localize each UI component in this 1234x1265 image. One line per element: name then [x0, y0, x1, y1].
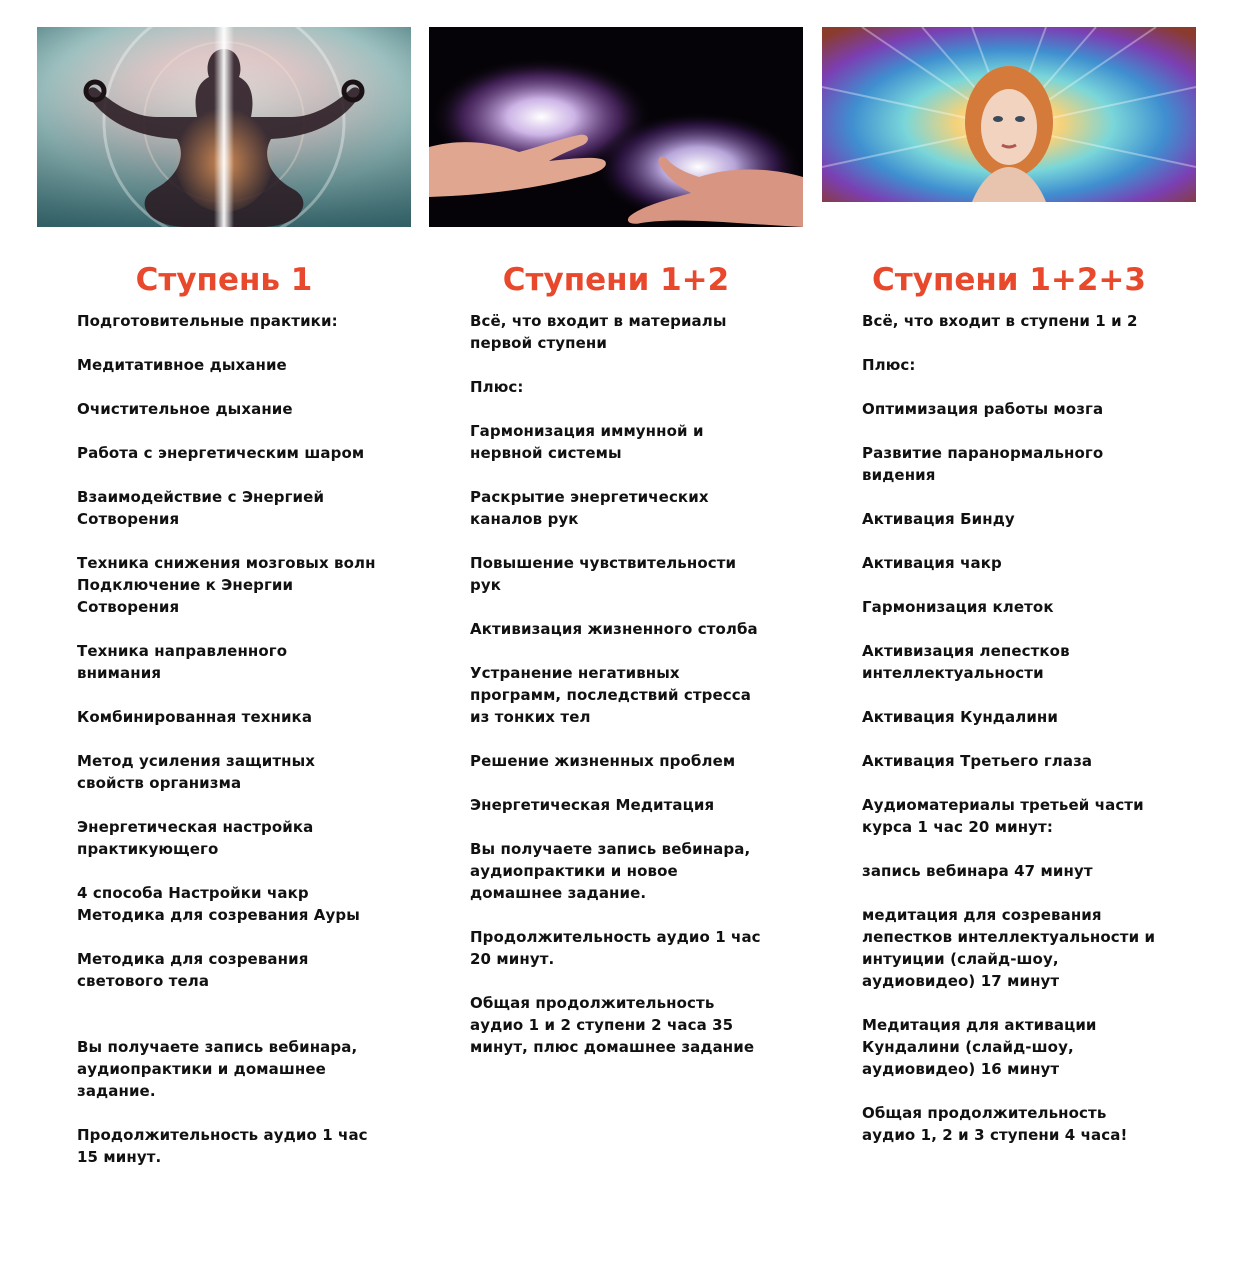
column-1-title: Ступень 1 [135, 262, 313, 298]
list-item: Общая продолжительность аудио 1 и 2 ступени 2 часа 35 минут, плюс домашнее задание [470, 994, 755, 1056]
list-item: Всё, что входит в материалы первой ступени [470, 312, 727, 352]
woman-aura-image [822, 27, 1196, 202]
list-item: Техника направленного внимания [77, 642, 288, 682]
column-3-title: Ступени 1+2+3 [872, 262, 1146, 298]
list-item: Решение жизненных проблем [470, 752, 736, 770]
list-item: Гармонизация клеток [862, 598, 1054, 616]
list-item: Энергетическая Медитация [470, 796, 715, 814]
list-item: Повышение чувствительности рук [470, 554, 737, 594]
list-item: Подготовительные практики: [77, 312, 338, 330]
list-item: Активация чакр [862, 554, 1002, 572]
list-item: Продолжительность аудио 1 час 20 минут. [470, 928, 761, 968]
column-1-list [77, 310, 389, 1190]
list-item: Очистительное дыхание [77, 400, 293, 418]
list-item: Медитативное дыхание [77, 356, 287, 374]
list-item: 4 способа Настройки чакр Методика для созревания Ауры [77, 884, 360, 924]
list-item: Активация Кундалини [862, 708, 1058, 726]
meditation-silhouette-image [37, 27, 411, 227]
list-item: Комбинированная техника [77, 708, 313, 726]
list-item: Устранение негативных программ, последствий стресса из тонких тел [470, 664, 752, 726]
glowing-hands-image [429, 27, 803, 227]
list-item: Аудиоматериалы третьей части курса 1 час 20 минут: [862, 796, 1144, 836]
column-2-title: Ступени 1+2 [502, 262, 730, 298]
list-item: медитация для созревания лепестков интеллектуальности и интуиции (слайд-шоу, аудиовидео) 17 минут [862, 906, 1156, 990]
list-item: Раскрытие энергетических каналов рук [470, 488, 709, 528]
list-item: Техника снижения мозговых волн Подключение к Энергии Сотворения [77, 554, 376, 616]
list-item: Активизация лепестков интеллектуальности [862, 642, 1070, 682]
list-item: Плюс: [470, 378, 524, 396]
list-item: Вы получаете запись вебинара, аудиопрактики и новое домашнее задание. [470, 840, 751, 902]
list-item: Методика для созревания светового тела [77, 950, 309, 990]
list-item: Всё, что входит в ступени 1 и 2 [862, 312, 1138, 330]
list-item: Взаимодействие с Энергией Сотворения [77, 488, 325, 528]
list-item: Метод усиления защитных свойств организма [77, 752, 316, 792]
column-2-list [470, 310, 770, 1080]
list-item: Оптимизация работы мозга [862, 400, 1104, 418]
list-item: Продолжительность аудио 1 час 15 минут. [77, 1126, 368, 1166]
list-item: Медитация для активации Кундалини (слайд-шоу, аудиовидео) 16 минут [862, 1016, 1097, 1078]
list-item: Плюс: [862, 356, 916, 374]
list-item: Энергетическая настройка практикующего [77, 818, 314, 858]
list-item: Вы получаете запись вебинара, аудиопрактики и домашнее задание. [77, 1038, 358, 1100]
list-item: Общая продолжительность аудио 1, 2 и 3 ступени 4 часа! [862, 1104, 1128, 1144]
list-item: Работа с энергетическим шаром [77, 444, 365, 462]
list-item: Активация Бинду [862, 510, 1015, 528]
column-3-list [862, 310, 1162, 1168]
list-item: Развитие паранормального видения [862, 444, 1104, 484]
list-item: запись вебинара 47 минут [862, 862, 1093, 880]
list-item: Активация Третьего глаза [862, 752, 1093, 770]
list-item: Гармонизация иммунной и нервной системы [470, 422, 704, 462]
list-item: Активизация жизненного столба [470, 620, 758, 638]
